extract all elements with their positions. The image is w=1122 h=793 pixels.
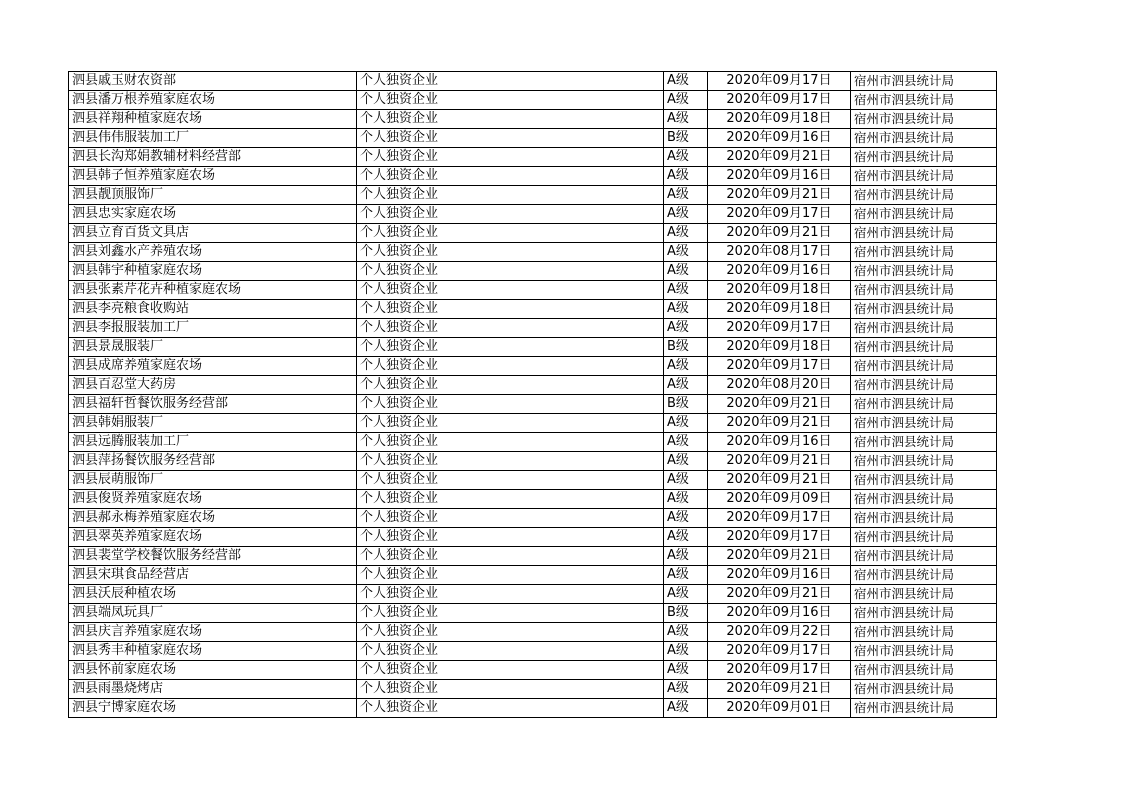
rating-date-cell: 2020年09月18日 (708, 338, 851, 357)
table-row (69, 281, 997, 300)
credit-grade-cell: A级 (664, 281, 708, 300)
table-row (69, 224, 997, 243)
rating-date-cell: 2020年09月21日 (708, 452, 851, 471)
rating-agency-cell: 宿州市泗县统计局 (851, 471, 997, 490)
table-row (69, 680, 997, 699)
rating-agency-cell: 宿州市泗县统计局 (851, 661, 997, 680)
rating-agency-cell: 宿州市泗县统计局 (851, 243, 997, 262)
rating-agency-cell: 宿州市泗县统计局 (851, 433, 997, 452)
rating-agency-cell: 宿州市泗县统计局 (851, 129, 997, 148)
table-row (69, 110, 997, 129)
credit-grade-cell: A级 (664, 224, 708, 243)
credit-grade-cell: A级 (664, 414, 708, 433)
table-row (69, 243, 997, 262)
rating-agency-cell: 宿州市泗县统计局 (851, 224, 997, 243)
rating-date-cell: 2020年09月17日 (708, 72, 851, 91)
table-row (69, 585, 997, 604)
rating-agency-cell: 宿州市泗县统计局 (851, 205, 997, 224)
credit-grade-cell: A级 (664, 300, 708, 319)
credit-grade-cell: A级 (664, 376, 708, 395)
enterprise-type-cell: 个人独资企业 (357, 338, 664, 357)
rating-agency-cell: 宿州市泗县统计局 (851, 604, 997, 623)
enterprise-name-cell: 泗县秀丰种植家庭农场 (69, 642, 357, 661)
enterprise-name-cell: 泗县成席养殖家庭农场 (69, 357, 357, 376)
enterprise-name-cell: 泗县长沟郑娟教辅材料经营部 (69, 148, 357, 167)
table-row (69, 509, 997, 528)
rating-date-cell: 2020年09月18日 (708, 300, 851, 319)
rating-agency-cell: 宿州市泗县统计局 (851, 281, 997, 300)
enterprise-type-cell: 个人独资企业 (357, 433, 664, 452)
enterprise-name-cell: 泗县裴堂学校餐饮服务经营部 (69, 547, 357, 566)
table-row (69, 91, 997, 110)
credit-grade-cell: A级 (664, 699, 708, 718)
table-row (69, 72, 997, 91)
enterprise-type-cell: 个人独资企业 (357, 148, 664, 167)
rating-date-cell: 2020年09月17日 (708, 509, 851, 528)
enterprise-name-cell: 泗县沃辰种植农场 (69, 585, 357, 604)
rating-agency-cell: 宿州市泗县统计局 (851, 680, 997, 699)
table-row (69, 547, 997, 566)
rating-agency-cell: 宿州市泗县统计局 (851, 528, 997, 547)
rating-agency-cell: 宿州市泗县统计局 (851, 262, 997, 281)
enterprise-type-cell: 个人独资企业 (357, 224, 664, 243)
rating-date-cell: 2020年09月17日 (708, 205, 851, 224)
credit-grade-cell: A级 (664, 452, 708, 471)
enterprise-name-cell: 泗县忠实家庭农场 (69, 205, 357, 224)
rating-date-cell: 2020年09月17日 (708, 642, 851, 661)
enterprise-type-cell: 个人独资企业 (357, 471, 664, 490)
credit-grade-cell: A级 (664, 262, 708, 281)
rating-date-cell: 2020年09月01日 (708, 699, 851, 718)
enterprise-name-cell: 泗县百忍堂大药房 (69, 376, 357, 395)
rating-agency-cell: 宿州市泗县统计局 (851, 490, 997, 509)
credit-grade-cell: B级 (664, 604, 708, 623)
rating-agency-cell: 宿州市泗县统计局 (851, 699, 997, 718)
enterprise-name-cell: 泗县伟伟服装加工厂 (69, 129, 357, 148)
credit-grade-cell: A级 (664, 471, 708, 490)
enterprise-type-cell: 个人独资企业 (357, 623, 664, 642)
rating-date-cell: 2020年09月09日 (708, 490, 851, 509)
table-row (69, 357, 997, 376)
enterprise-name-cell: 泗县福轩哲餐饮服务经营部 (69, 395, 357, 414)
credit-grade-cell: A级 (664, 509, 708, 528)
credit-grade-cell: A级 (664, 642, 708, 661)
credit-grade-cell: A级 (664, 528, 708, 547)
credit-grade-cell: B级 (664, 129, 708, 148)
enterprise-name-cell: 泗县端凤玩具厂 (69, 604, 357, 623)
enterprise-type-cell: 个人独资企业 (357, 300, 664, 319)
enterprise-name-cell: 泗县雨墨烧烤店 (69, 680, 357, 699)
enterprise-name-cell: 泗县宋琪食品经营店 (69, 566, 357, 585)
enterprise-type-cell: 个人独资企业 (357, 452, 664, 471)
table-row (69, 604, 997, 623)
rating-date-cell: 2020年09月16日 (708, 129, 851, 148)
rating-agency-cell: 宿州市泗县统计局 (851, 110, 997, 129)
enterprise-name-cell: 泗县翠英养殖家庭农场 (69, 528, 357, 547)
enterprise-type-cell: 个人独资企业 (357, 642, 664, 661)
rating-agency-cell: 宿州市泗县统计局 (851, 642, 997, 661)
enterprise-type-cell: 个人独资企业 (357, 414, 664, 433)
table-row (69, 661, 997, 680)
enterprise-name-cell: 泗县韩宇种植家庭农场 (69, 262, 357, 281)
enterprise-name-cell: 泗县祥翔种植家庭农场 (69, 110, 357, 129)
enterprise-type-cell: 个人独资企业 (357, 205, 664, 224)
enterprise-name-cell: 泗县景晟服装厂 (69, 338, 357, 357)
credit-grade-cell: A级 (664, 186, 708, 205)
enterprise-name-cell: 泗县刘鑫水产养殖农场 (69, 243, 357, 262)
rating-agency-cell: 宿州市泗县统计局 (851, 167, 997, 186)
enterprise-name-cell: 泗县立育百货文具店 (69, 224, 357, 243)
credit-grade-cell: A级 (664, 148, 708, 167)
rating-date-cell: 2020年09月17日 (708, 357, 851, 376)
enterprise-type-cell: 个人独资企业 (357, 661, 664, 680)
credit-grade-cell: B级 (664, 395, 708, 414)
enterprise-type-cell: 个人独资企业 (357, 243, 664, 262)
enterprise-type-cell: 个人独资企业 (357, 566, 664, 585)
rating-date-cell: 2020年09月21日 (708, 471, 851, 490)
enterprise-type-cell: 个人独资企业 (357, 262, 664, 281)
credit-grade-cell: A级 (664, 319, 708, 338)
rating-agency-cell: 宿州市泗县统计局 (851, 414, 997, 433)
credit-rating-sheet (68, 71, 997, 718)
enterprise-type-cell: 个人独资企业 (357, 395, 664, 414)
enterprise-type-cell: 个人独资企业 (357, 186, 664, 205)
credit-grade-cell: A级 (664, 661, 708, 680)
enterprise-name-cell: 泗县靓顶服饰厂 (69, 186, 357, 205)
enterprise-name-cell: 泗县萍扬餐饮服务经营部 (69, 452, 357, 471)
rating-date-cell: 2020年09月21日 (708, 547, 851, 566)
table-row (69, 452, 997, 471)
enterprise-name-cell: 泗县潘万根养殖家庭农场 (69, 91, 357, 110)
rating-date-cell: 2020年09月16日 (708, 604, 851, 623)
rating-date-cell: 2020年09月21日 (708, 224, 851, 243)
enterprise-type-cell: 个人独资企业 (357, 110, 664, 129)
rating-date-cell: 2020年09月21日 (708, 585, 851, 604)
enterprise-table (68, 71, 997, 718)
credit-grade-cell: A级 (664, 72, 708, 91)
enterprise-type-cell: 个人独资企业 (357, 281, 664, 300)
rating-date-cell: 2020年09月18日 (708, 110, 851, 129)
table-row (69, 414, 997, 433)
credit-grade-cell: A级 (664, 91, 708, 110)
enterprise-type-cell: 个人独资企业 (357, 357, 664, 376)
credit-grade-cell: A级 (664, 566, 708, 585)
enterprise-name-cell: 泗县张素芹花卉种植家庭农场 (69, 281, 357, 300)
enterprise-name-cell: 泗县李报服装加工厂 (69, 319, 357, 338)
enterprise-type-cell: 个人独资企业 (357, 604, 664, 623)
enterprise-name-cell: 泗县俊贤养殖家庭农场 (69, 490, 357, 509)
credit-grade-cell: A级 (664, 205, 708, 224)
table-row (69, 490, 997, 509)
rating-agency-cell: 宿州市泗县统计局 (851, 547, 997, 566)
credit-grade-cell: A级 (664, 110, 708, 129)
enterprise-name-cell: 泗县宁博家庭农场 (69, 699, 357, 718)
rating-agency-cell: 宿州市泗县统计局 (851, 357, 997, 376)
rating-date-cell: 2020年09月17日 (708, 661, 851, 680)
table-row (69, 699, 997, 718)
credit-grade-cell: A级 (664, 167, 708, 186)
rating-agency-cell: 宿州市泗县统计局 (851, 566, 997, 585)
enterprise-type-cell: 个人独资企业 (357, 72, 664, 91)
enterprise-name-cell: 泗县戚玉财农资部 (69, 72, 357, 91)
enterprise-type-cell: 个人独资企业 (357, 167, 664, 186)
rating-date-cell: 2020年09月16日 (708, 167, 851, 186)
table-row (69, 471, 997, 490)
table-row (69, 167, 997, 186)
rating-date-cell: 2020年08月20日 (708, 376, 851, 395)
enterprise-name-cell: 泗县李亮粮食收购站 (69, 300, 357, 319)
rating-agency-cell: 宿州市泗县统计局 (851, 376, 997, 395)
rating-agency-cell: 宿州市泗县统计局 (851, 585, 997, 604)
rating-date-cell: 2020年08月17日 (708, 243, 851, 262)
rating-agency-cell: 宿州市泗县统计局 (851, 72, 997, 91)
table-row (69, 319, 997, 338)
rating-agency-cell: 宿州市泗县统计局 (851, 509, 997, 528)
credit-grade-cell: A级 (664, 357, 708, 376)
enterprise-type-cell: 个人独资企业 (357, 585, 664, 604)
enterprise-type-cell: 个人独资企业 (357, 91, 664, 110)
rating-agency-cell: 宿州市泗县统计局 (851, 148, 997, 167)
rating-date-cell: 2020年09月21日 (708, 148, 851, 167)
table-row (69, 205, 997, 224)
credit-grade-cell: A级 (664, 547, 708, 566)
enterprise-type-cell: 个人独资企业 (357, 680, 664, 699)
rating-date-cell: 2020年09月16日 (708, 566, 851, 585)
table-row (69, 528, 997, 547)
enterprise-name-cell: 泗县韩娟服装厂 (69, 414, 357, 433)
rating-agency-cell: 宿州市泗县统计局 (851, 300, 997, 319)
credit-grade-cell: A级 (664, 433, 708, 452)
enterprise-name-cell: 泗县怀前家庭农场 (69, 661, 357, 680)
table-row (69, 642, 997, 661)
table-row (69, 376, 997, 395)
enterprise-type-cell: 个人独资企业 (357, 376, 664, 395)
rating-date-cell: 2020年09月17日 (708, 319, 851, 338)
table-row (69, 148, 997, 167)
rating-date-cell: 2020年09月22日 (708, 623, 851, 642)
rating-agency-cell: 宿州市泗县统计局 (851, 91, 997, 110)
rating-date-cell: 2020年09月21日 (708, 395, 851, 414)
enterprise-name-cell: 泗县郝永梅养殖家庭农场 (69, 509, 357, 528)
credit-grade-cell: A级 (664, 585, 708, 604)
enterprise-name-cell: 泗县韩子恒养殖家庭农场 (69, 167, 357, 186)
enterprise-type-cell: 个人独资企业 (357, 699, 664, 718)
table-row (69, 623, 997, 642)
credit-grade-cell: A级 (664, 243, 708, 262)
rating-date-cell: 2020年09月21日 (708, 186, 851, 205)
rating-agency-cell: 宿州市泗县统计局 (851, 338, 997, 357)
rating-agency-cell: 宿州市泗县统计局 (851, 395, 997, 414)
table-row (69, 186, 997, 205)
table-row (69, 129, 997, 148)
rating-date-cell: 2020年09月17日 (708, 91, 851, 110)
credit-grade-cell: A级 (664, 680, 708, 699)
rating-agency-cell: 宿州市泗县统计局 (851, 452, 997, 471)
rating-date-cell: 2020年09月18日 (708, 281, 851, 300)
table-row (69, 433, 997, 452)
enterprise-name-cell: 泗县庆言养殖家庭农场 (69, 623, 357, 642)
table-row (69, 300, 997, 319)
enterprise-type-cell: 个人独资企业 (357, 547, 664, 566)
enterprise-type-cell: 个人独资企业 (357, 129, 664, 148)
rating-date-cell: 2020年09月16日 (708, 433, 851, 452)
table-row (69, 262, 997, 281)
credit-grade-cell: A级 (664, 490, 708, 509)
enterprise-type-cell: 个人独资企业 (357, 490, 664, 509)
table-row (69, 566, 997, 585)
enterprise-type-cell: 个人独资企业 (357, 528, 664, 547)
enterprise-name-cell: 泗县辰萌服饰厂 (69, 471, 357, 490)
rating-agency-cell: 宿州市泗县统计局 (851, 319, 997, 338)
rating-date-cell: 2020年09月21日 (708, 414, 851, 433)
table-row (69, 338, 997, 357)
credit-grade-cell: B级 (664, 338, 708, 357)
enterprise-type-cell: 个人独资企业 (357, 509, 664, 528)
table-body (69, 72, 997, 718)
rating-agency-cell: 宿州市泗县统计局 (851, 186, 997, 205)
rating-date-cell: 2020年09月21日 (708, 680, 851, 699)
enterprise-name-cell: 泗县远腾服装加工厂 (69, 433, 357, 452)
enterprise-type-cell: 个人独资企业 (357, 319, 664, 338)
credit-grade-cell: A级 (664, 623, 708, 642)
rating-agency-cell: 宿州市泗县统计局 (851, 623, 997, 642)
rating-date-cell: 2020年09月17日 (708, 528, 851, 547)
rating-date-cell: 2020年09月16日 (708, 262, 851, 281)
table-row (69, 395, 997, 414)
